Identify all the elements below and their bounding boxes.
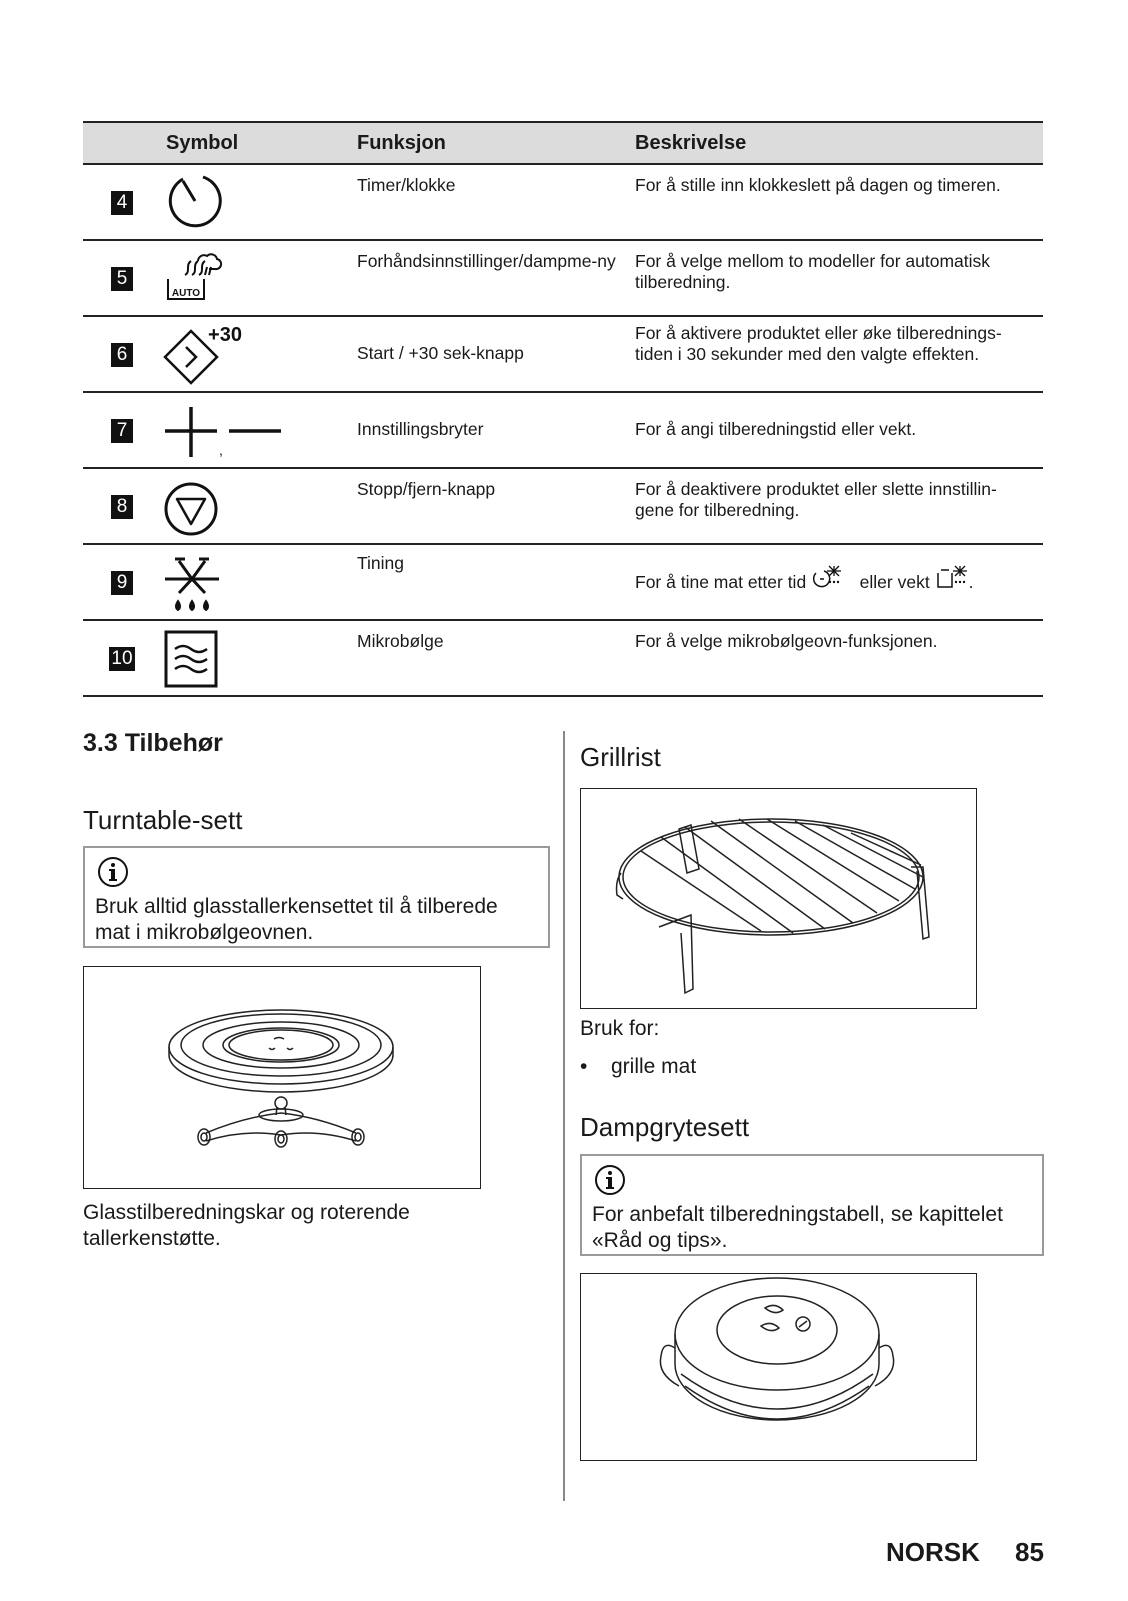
table-header <box>83 121 1043 165</box>
info-note <box>580 1154 1044 1256</box>
plus-minus-icon <box>163 399 293 463</box>
turntable-title: Turntable-sett <box>83 805 243 835</box>
table-row <box>83 241 1043 317</box>
use-for-label: Bruk for: <box>580 1017 660 1040</box>
function-label: Tining <box>357 553 405 573</box>
info-icon <box>97 856 129 888</box>
bullet: • <box>580 1055 588 1078</box>
turntable-drawing <box>84 967 479 1187</box>
steam-auto-icon <box>163 247 293 311</box>
function-label: Timer/klokke <box>357 175 456 195</box>
timer-clock-icon <box>163 171 293 235</box>
defrost-icon <box>163 551 293 615</box>
header-symbol: Symbol <box>166 132 239 154</box>
table-row <box>83 469 1043 545</box>
row-number: 4 <box>111 191 133 215</box>
grill-rack-image <box>580 788 977 1009</box>
table-row <box>83 621 1043 697</box>
row-number: 6 <box>111 343 133 367</box>
comma-separator: , <box>219 442 223 458</box>
description-part: eller vekt <box>859 572 930 592</box>
footer-language: NORSK <box>886 1537 980 1567</box>
header-description: Beskrivelse <box>635 132 747 154</box>
turntable-image <box>83 966 481 1189</box>
table-row <box>83 393 1043 469</box>
note-text: For anbefalt tilberedningstabell, se kapittelet «Råd og tips». <box>592 1203 1003 1252</box>
note-text: Bruk alltid glasstallerkensettet til å tilberede mat i mikrobølgeovnen. <box>95 895 498 944</box>
description-text: For å stille inn klokkeslett på dagen og timeren. <box>635 175 1001 195</box>
grill-rack-title: Grillrist <box>580 742 661 772</box>
plus30-label: +30 <box>208 324 242 346</box>
steam-cooker-image <box>580 1273 977 1461</box>
function-label: Mikrobølge <box>357 631 444 651</box>
info-note <box>83 846 550 948</box>
turntable-caption: Glasstilberedningskar og roterende tallerkenstøtte. <box>83 1201 410 1250</box>
description-text: For å aktivere produktet eller øke tilberednings-tiden i 30 sekunder med den valgte effekten. <box>635 323 1002 364</box>
description-text: For å velge mellom to modeller for automatisk tilberedning. <box>635 251 990 292</box>
start-plus30-icon <box>163 323 293 387</box>
row-number: 9 <box>111 571 133 595</box>
table-row <box>83 317 1043 393</box>
page-number: 85 <box>1015 1537 1044 1567</box>
info-icon <box>594 1164 626 1196</box>
microwave-icon <box>163 627 293 691</box>
description-part: . <box>968 572 974 592</box>
row-number: 5 <box>111 267 133 291</box>
table-row <box>83 545 1043 621</box>
description-text: For å deaktivere produktet eller slette innstillin-gene for tilberedning. <box>635 479 997 520</box>
steam-cooker-drawing <box>581 1274 975 1459</box>
function-label: Innstillingsbryter <box>357 419 484 439</box>
section-title: 3.3 Tilbehør <box>83 729 223 757</box>
steam-set-title: Dampgrytesett <box>580 1112 750 1142</box>
defrost-time-icon <box>811 565 845 591</box>
description-text <box>635 565 1035 593</box>
description-text: For å angi tilberedningstid eller vekt. <box>635 419 917 439</box>
use-item: grille mat <box>611 1055 697 1078</box>
row-number: 8 <box>111 495 133 519</box>
description-text: For å velge mikrobølgeovn-funksjonen. <box>635 631 938 651</box>
grill-rack-drawing <box>581 789 975 1007</box>
column-divider <box>563 731 565 1501</box>
function-label: Stopp/fjern-knapp <box>357 479 496 499</box>
row-number: 7 <box>111 419 133 443</box>
description-part: For å tine mat etter tid <box>635 572 807 592</box>
table-row <box>83 165 1043 241</box>
function-label: Forhåndsinnstillinger/dampme-ny <box>357 251 616 271</box>
header-function: Funksjon <box>357 132 446 154</box>
stop-triangle-icon <box>163 475 293 539</box>
defrost-weight-icon <box>935 565 969 591</box>
function-label: Start / +30 sek-knapp <box>357 343 524 363</box>
function-table <box>83 121 1043 697</box>
row-number: 10 <box>109 647 135 671</box>
auto-label: AUTO <box>171 288 201 299</box>
